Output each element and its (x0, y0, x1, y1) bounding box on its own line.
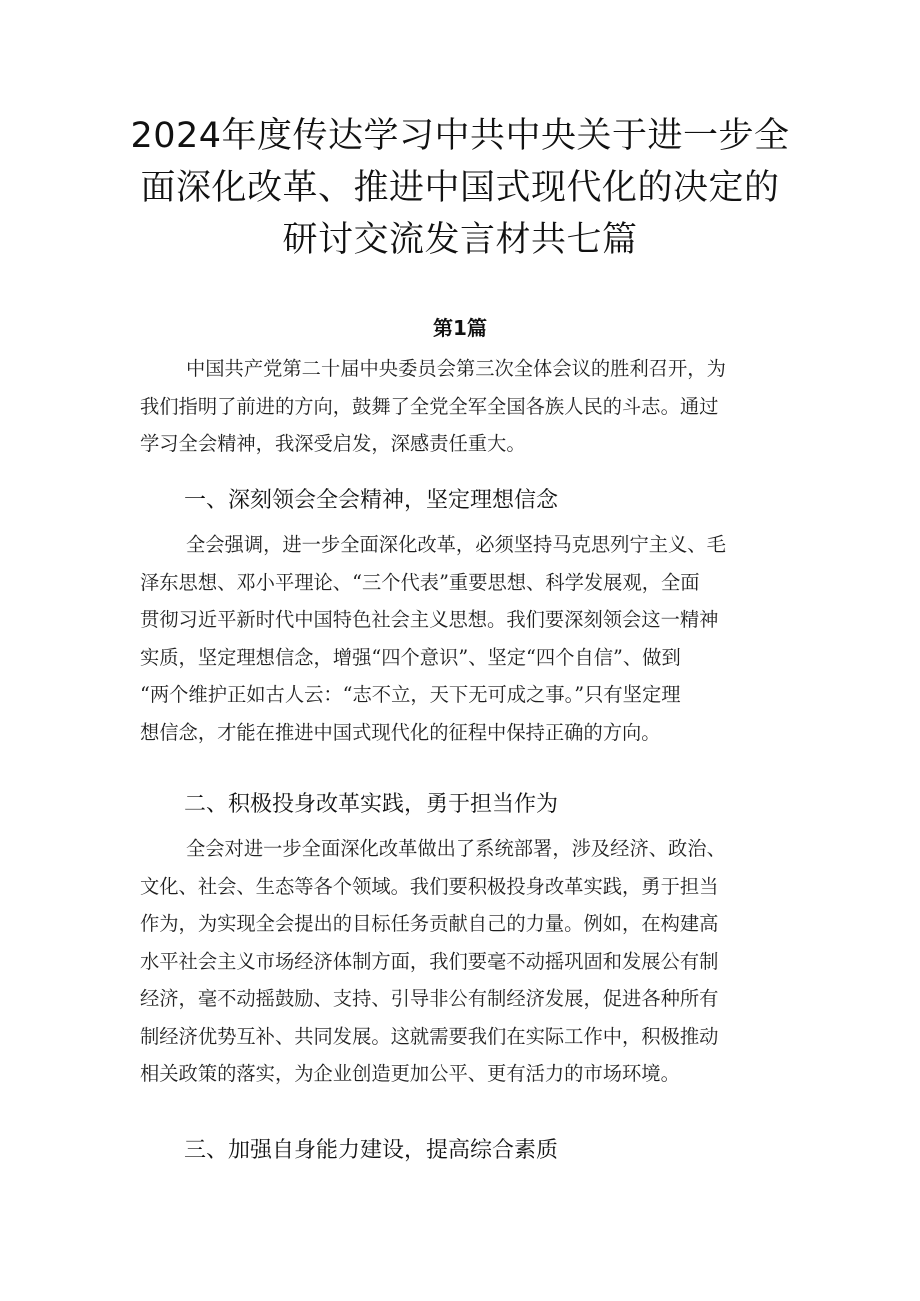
paragraph-1 (140, 526, 785, 751)
paragraph-line: 制经济优势互补、共同发展。这就需要我们在实际工作中，积极推动 (140, 1024, 719, 1048)
intro-paragraph (140, 350, 785, 463)
paragraph-line: 作为，为实现全会提出的目标任务贡献自己的力量。例如，在构建高 (140, 912, 719, 935)
title-line: 面深化改革、推进中国式现代化的决定的 (140, 168, 780, 208)
paragraph-line: 实质，坚定理想信念，增强“四个意识”、坚定“四个自信”、做到 (140, 645, 681, 669)
paragraph-line: 水平社会主义市场经济体制方面，我们要毫不动摇巩固和发展公有制 (140, 949, 719, 973)
paragraph-line: 泽东思想、邓小平理论、“三个代表”重要思想、科学发展观，全面 (140, 570, 700, 594)
section-heading-2: 二、积极投身改革实践，勇于担当作为 (184, 792, 559, 817)
paragraph-line: 我们指明了前进的方向，鼓舞了全党全军全国各族人民的斗志。通过 (140, 394, 719, 418)
section-label: 第1篇 (433, 316, 487, 340)
paragraph-line: 相关政策的落实，为企业创造更加公平、更有活力的市场环境。 (140, 1062, 680, 1085)
title-line: 2024年度传达学习中共中央关于进一步全 (130, 116, 790, 156)
paragraph-line: 想信念，才能在推进中国式现代化的征程中保持正确的方向。 (140, 720, 661, 744)
paragraph-line: “两个维护正如古人云：“志不立，天下无可成之事。”只有坚定理 (140, 683, 681, 706)
paragraph-line: 学习全会精神，我深受启发，深感责任重大。 (140, 432, 526, 455)
paragraph-line: 文化、社会、生态等各个领域。我们要积极投身改革实践，勇于担当 (140, 874, 719, 898)
section-heading-1: 一、深刻领会全会精神，坚定理想信念 (184, 488, 559, 513)
document-title (120, 110, 800, 266)
paragraph-line: 经济，毫不动摇鼓励、支持、引导非公有制经济发展，促进各种所有 (140, 987, 719, 1010)
section-heading-3: 三、加强自身能力建设，提高综合素质 (184, 1138, 559, 1163)
paragraph-2 (140, 830, 785, 1093)
paragraph-line: 贯彻习近平新时代中国特色社会主义思想。我们要深刻领会这一精神 (140, 608, 719, 631)
paragraph-line: 中国共产党第二十届中央委员会第三次全体会议的胜利召开，为 (186, 357, 726, 380)
paragraph-line: 全会对进一步全面深化改革做出了系统部署，涉及经济、政治、 (186, 837, 726, 860)
paragraph-line: 全会强调，进一步全面深化改革，必须坚持马克思列宁主义、毛 (186, 533, 726, 556)
title-line: 研讨交流发言材共七篇 (282, 220, 638, 260)
